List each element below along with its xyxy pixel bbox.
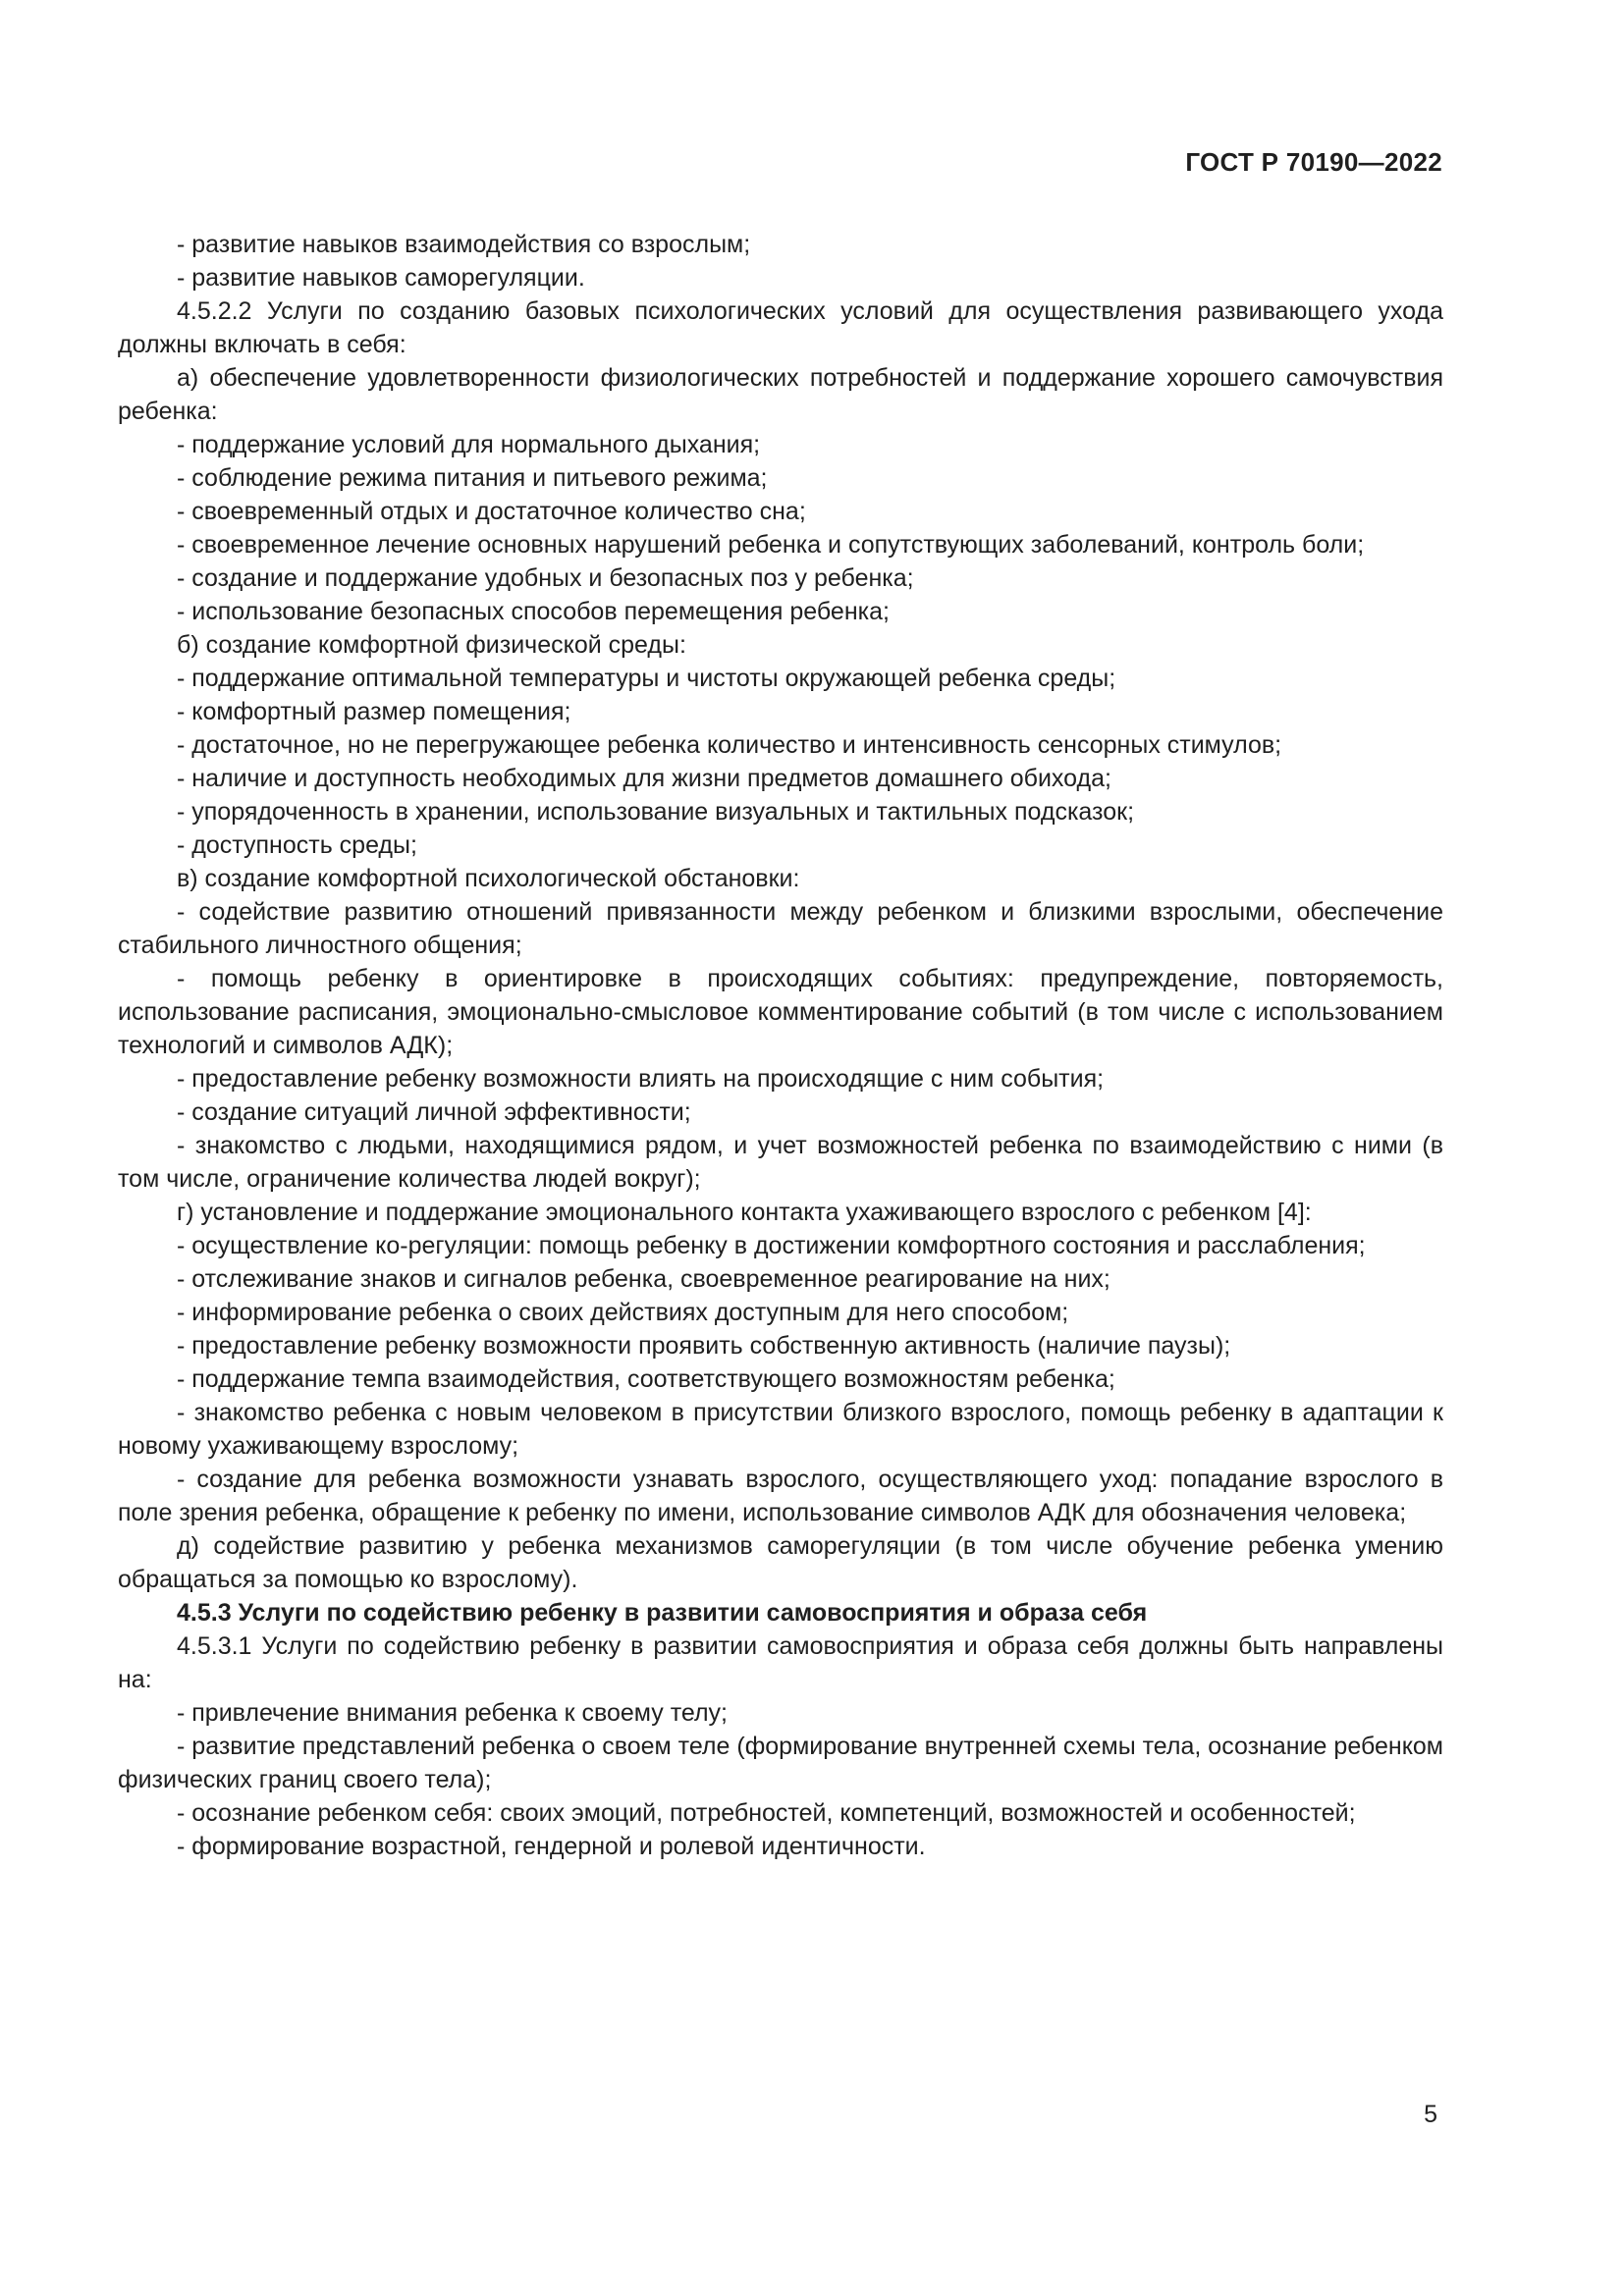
list-item: - предоставление ребенку возможности влиять на происходящие с ним события; bbox=[177, 1065, 1105, 1093]
clause-4-5-2-2: 4.5.2.2 Услуги по созданию базовых психологических условий для осуществления развивающего ухода должны включать в себя: bbox=[118, 297, 1443, 358]
list-item: - своевременное лечение основных нарушений ребенка и сопутствующих заболеваний, контроль боли; bbox=[177, 531, 1365, 559]
page-number: 5 bbox=[1424, 2101, 1437, 2128]
list-item: - предоставление ребенку возможности проявить собственную активность (наличие паузы); bbox=[177, 1332, 1231, 1360]
list-item: - создание ситуаций личной эффективности; bbox=[177, 1098, 691, 1126]
list-item: - содействие развитию отношений привязанности между ребенком и близкими взрослыми, обеспечение стабильного личностного общения; bbox=[118, 898, 1443, 959]
clause-4-5-3-1: 4.5.3.1 Услуги по содействию ребенку в развитии самовосприятия и образа себя должны быть направлены на: bbox=[118, 1632, 1443, 1693]
list-item: - развитие навыков саморегуляции. bbox=[177, 264, 585, 292]
subitem-a: а) обеспечение удовлетворенности физиологических потребностей и поддержание хорошего самочувствия ребенка: bbox=[118, 364, 1443, 425]
list-item: - поддержание темпа взаимодействия, соответствующего возможностям ребенка; bbox=[177, 1365, 1115, 1393]
list-item: - осознание ребенком себя: своих эмоций, потребностей, компетенций, возможностей и особенностей; bbox=[177, 1799, 1356, 1827]
subitem-b: б) создание комфортной физической среды: bbox=[177, 631, 686, 659]
list-item: - развитие представлений ребенка о своем теле (формирование внутренней схемы тела, осознание ребенком физических границ своего тела); bbox=[118, 1733, 1443, 1793]
list-item: - развитие навыков взаимодействия со взрослым; bbox=[177, 231, 751, 258]
list-item: - отслеживание знаков и сигналов ребенка, своевременное реагирование на них; bbox=[177, 1265, 1110, 1293]
list-item: - знакомство ребенка с новым человеком в присутствии близкого взрослого, помощь ребенку в адаптации к новому ухаживающему взрослому; bbox=[118, 1399, 1443, 1460]
list-item: - доступность среды; bbox=[177, 831, 417, 859]
list-item: - поддержание оптимальной температуры и чистоты окружающей ребенка среды; bbox=[177, 665, 1116, 692]
document-code: ГОСТ Р 70190—2022 bbox=[1185, 147, 1442, 177]
subitem-v: в) создание комфортной психологической обстановки: bbox=[177, 865, 800, 892]
list-item: - привлечение внимания ребенка к своему телу; bbox=[177, 1699, 728, 1727]
list-item: - достаточное, но не перегружающее ребенка количество и интенсивность сенсорных стимулов; bbox=[177, 731, 1282, 759]
list-item: - использование безопасных способов перемещения ребенка; bbox=[177, 598, 890, 625]
list-item: - создание для ребенка возможности узнавать взрослого, осуществляющего уход: попадание взрослого в поле зрения ребенка, обращение к ребенку по имени, использование символов АДК для обозначения человека; bbox=[118, 1466, 1443, 1526]
list-item: - поддержание условий для нормального дыхания; bbox=[177, 431, 761, 458]
list-item: - своевременный отдых и достаточное количество сна; bbox=[177, 498, 806, 525]
list-item: - наличие и доступность необходимых для жизни предметов домашнего обихода; bbox=[177, 765, 1111, 792]
section-heading-4-5-3: 4.5.3 Услуги по содействию ребенку в развитии самовосприятия и образа себя bbox=[177, 1599, 1148, 1627]
list-item: - информирование ребенка о своих действиях доступным для него способом; bbox=[177, 1299, 1069, 1326]
list-item: - формирование возрастной, гендерной и ролевой идентичности. bbox=[177, 1833, 926, 1860]
subitem-d: д) содействие развитию у ребенка механизмов саморегуляции (в том числе обучение ребенка умению обращаться за помощью ко взрослому). bbox=[118, 1532, 1443, 1593]
list-item: - помощь ребенку в ориентировке в происходящих событиях: предупреждение, повторяемость, использование расписания, эмоционально-смысловое комментирование событий (в том числе с использованием технологий и символов АДК); bbox=[118, 965, 1443, 1059]
list-item: - упорядоченность в хранении, использование визуальных и тактильных подсказок; bbox=[177, 798, 1135, 826]
list-item: - комфортный размер помещения; bbox=[177, 698, 571, 725]
list-item: - знакомство с людьми, находящимися рядом, и учет возможностей ребенка по взаимодействию с ними (в том числе, ограничение количества людей вокруг); bbox=[118, 1132, 1443, 1193]
list-item: - создание и поддержание удобных и безопасных поз у ребенка; bbox=[177, 564, 914, 592]
subitem-g: г) установление и поддержание эмоционального контакта ухаживающего взрослого с ребенком [4]: bbox=[177, 1199, 1312, 1226]
document-body bbox=[118, 228, 1443, 1863]
list-item: - соблюдение режима питания и питьевого режима; bbox=[177, 464, 768, 492]
list-item: - осуществление ко-регуляции: помощь ребенку в достижении комфортного состояния и расслабления; bbox=[177, 1232, 1366, 1259]
